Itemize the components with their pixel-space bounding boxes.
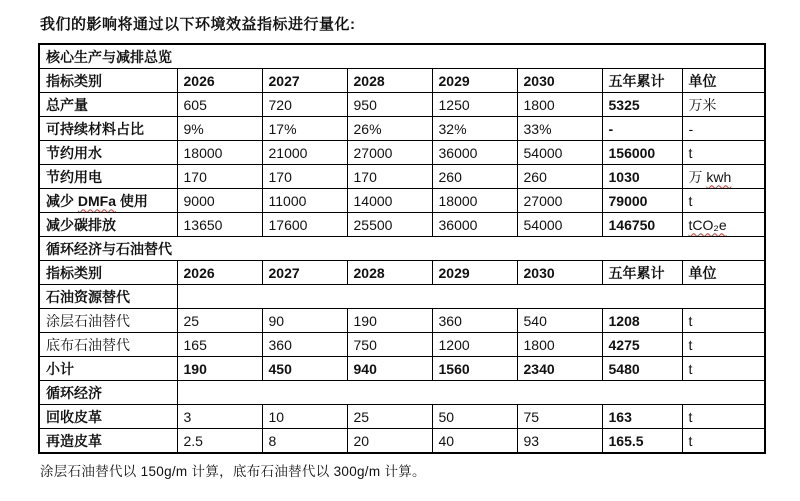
data-row: [39, 405, 765, 429]
footnote-text: 涂层石油替代以 150g/m 计算，底布石油替代以 300g/m 计算。: [40, 464, 426, 479]
empty-merged-cell: [177, 285, 765, 309]
value-cell: 950: [347, 93, 432, 117]
value-cell: 32%: [432, 117, 517, 141]
value-cell: 21000: [262, 141, 347, 165]
column-header: 2028: [347, 69, 432, 93]
value-cell: 18000: [432, 189, 517, 213]
value-cell: 25500: [347, 213, 432, 237]
unit-cell: t: [682, 333, 765, 357]
data-row: [39, 189, 765, 213]
value-cell: 720: [262, 93, 347, 117]
five-year-total-cell: 79000: [602, 189, 682, 213]
spellcheck-underlined-text: tCO₂e: [688, 216, 727, 233]
section-row: [39, 237, 765, 261]
value-cell: 190: [347, 309, 432, 333]
five-year-total-cell: 1208: [602, 309, 682, 333]
value-cell: 170: [177, 165, 262, 189]
value-cell: 54000: [517, 213, 602, 237]
value-cell: 36000: [432, 213, 517, 237]
data-row: [39, 429, 765, 454]
five-year-total-cell: 5480: [602, 357, 682, 381]
subsection-label: 循环经济: [39, 381, 177, 405]
row-label: 涂层石油替代: [39, 309, 177, 333]
unit-cell: t: [682, 429, 765, 454]
value-cell: 360: [432, 309, 517, 333]
value-cell: 360: [262, 333, 347, 357]
text-segment: 使用: [116, 192, 148, 209]
subsection-row: [39, 381, 765, 405]
value-cell: 1560: [432, 357, 517, 381]
value-cell: 36000: [432, 141, 517, 165]
data-row: [39, 165, 765, 189]
subsection-row: [39, 285, 765, 309]
value-cell: 50: [432, 405, 517, 429]
column-header: 2026: [177, 261, 262, 285]
value-cell: 13650: [177, 213, 262, 237]
five-year-total-cell: 163: [602, 405, 682, 429]
value-cell: 25: [177, 309, 262, 333]
page-title: 我们的影响将通过以下环境效益指标进行量化:: [40, 16, 356, 33]
value-cell: 750: [347, 333, 432, 357]
value-cell: 940: [347, 357, 432, 381]
column-header: 2028: [347, 261, 432, 285]
unit-cell: t: [682, 309, 765, 333]
column-header: 指标类别: [39, 261, 177, 285]
row-label: 回收皮革: [39, 405, 177, 429]
five-year-total-cell: 4275: [602, 333, 682, 357]
value-cell: 27000: [347, 141, 432, 165]
five-year-total-cell: 156000: [602, 141, 682, 165]
column-header: 指标类别: [39, 69, 177, 93]
value-cell: 260: [517, 165, 602, 189]
value-cell: 93: [517, 429, 602, 454]
column-header: 2030: [517, 69, 602, 93]
spellcheck-underlined-text: kwh: [706, 168, 732, 185]
value-cell: 11000: [262, 189, 347, 213]
data-row: [39, 141, 765, 165]
value-cell: 260: [432, 165, 517, 189]
text-segment: 万: [688, 168, 707, 185]
value-cell: 165: [177, 333, 262, 357]
subsection-label: 石油资源替代: [39, 285, 177, 309]
section-title: 核心生产与减排总览: [39, 44, 765, 69]
value-cell: 17600: [262, 213, 347, 237]
value-cell: 90: [262, 309, 347, 333]
row-label: 减少碳排放: [39, 213, 177, 237]
text-segment: 减少: [46, 192, 78, 209]
value-cell: 1200: [432, 333, 517, 357]
value-cell: 3: [177, 405, 262, 429]
column-header: 2030: [517, 261, 602, 285]
table-body: [39, 44, 765, 453]
spellcheck-underlined-text: DMFa: [77, 192, 117, 209]
value-cell: 2.5: [177, 429, 262, 454]
column-header: 2027: [262, 261, 347, 285]
value-cell: 17%: [262, 117, 347, 141]
five-year-total-cell: 1030: [602, 165, 682, 189]
unit-cell: 万米: [682, 93, 765, 117]
row-label: 节约用电: [39, 165, 177, 189]
value-cell: 25: [347, 405, 432, 429]
unit-cell: [682, 165, 765, 189]
unit-cell: [682, 213, 765, 237]
value-cell: 2340: [517, 357, 602, 381]
value-cell: 540: [517, 309, 602, 333]
value-cell: 9000: [177, 189, 262, 213]
row-label: 底布石油替代: [39, 333, 177, 357]
value-cell: 33%: [517, 117, 602, 141]
value-cell: 450: [262, 357, 347, 381]
value-cell: 26%: [347, 117, 432, 141]
environmental-metrics-table: [38, 43, 766, 454]
column-header: 单位: [682, 69, 765, 93]
value-cell: 170: [347, 165, 432, 189]
section-title: 循环经济与石油替代: [39, 237, 765, 261]
value-cell: 9%: [177, 117, 262, 141]
value-cell: 190: [177, 357, 262, 381]
column-header: 2029: [432, 261, 517, 285]
unit-cell: t: [682, 141, 765, 165]
data-row: [39, 333, 765, 357]
unit-cell: t: [682, 357, 765, 381]
value-cell: 14000: [347, 189, 432, 213]
five-year-total-cell: 5325: [602, 93, 682, 117]
empty-merged-cell: [177, 381, 765, 405]
row-label: 节约用水: [39, 141, 177, 165]
value-cell: 1250: [432, 93, 517, 117]
row-label: 总产量: [39, 93, 177, 117]
row-label: 可持续材料占比: [39, 117, 177, 141]
five-year-total-cell: 146750: [602, 213, 682, 237]
unit-cell: t: [682, 405, 765, 429]
value-cell: 40: [432, 429, 517, 454]
value-cell: 605: [177, 93, 262, 117]
row-label: [39, 189, 177, 213]
value-cell: 10: [262, 405, 347, 429]
column-header: 2029: [432, 69, 517, 93]
data-row: [39, 117, 765, 141]
column-header: 五年累计: [602, 69, 682, 93]
value-cell: 18000: [177, 141, 262, 165]
unit-cell: -: [682, 117, 765, 141]
section-row: [39, 44, 765, 69]
data-row: [39, 309, 765, 333]
unit-cell: t: [682, 189, 765, 213]
header-row: [39, 69, 765, 93]
value-cell: 75: [517, 405, 602, 429]
five-year-total-cell: -: [602, 117, 682, 141]
column-header: 单位: [682, 261, 765, 285]
column-header: 2026: [177, 69, 262, 93]
column-header: 五年累计: [602, 261, 682, 285]
value-cell: 27000: [517, 189, 602, 213]
column-header: 2027: [262, 69, 347, 93]
row-label: 小计: [39, 357, 177, 381]
value-cell: 1800: [517, 333, 602, 357]
data-row: [39, 213, 765, 237]
value-cell: 170: [262, 165, 347, 189]
value-cell: 8: [262, 429, 347, 454]
five-year-total-cell: 165.5: [602, 429, 682, 454]
value-cell: 54000: [517, 141, 602, 165]
data-row: [39, 357, 765, 381]
value-cell: 1800: [517, 93, 602, 117]
row-label: 再造皮革: [39, 429, 177, 454]
header-row: [39, 261, 765, 285]
value-cell: 20: [347, 429, 432, 454]
data-row: [39, 93, 765, 117]
